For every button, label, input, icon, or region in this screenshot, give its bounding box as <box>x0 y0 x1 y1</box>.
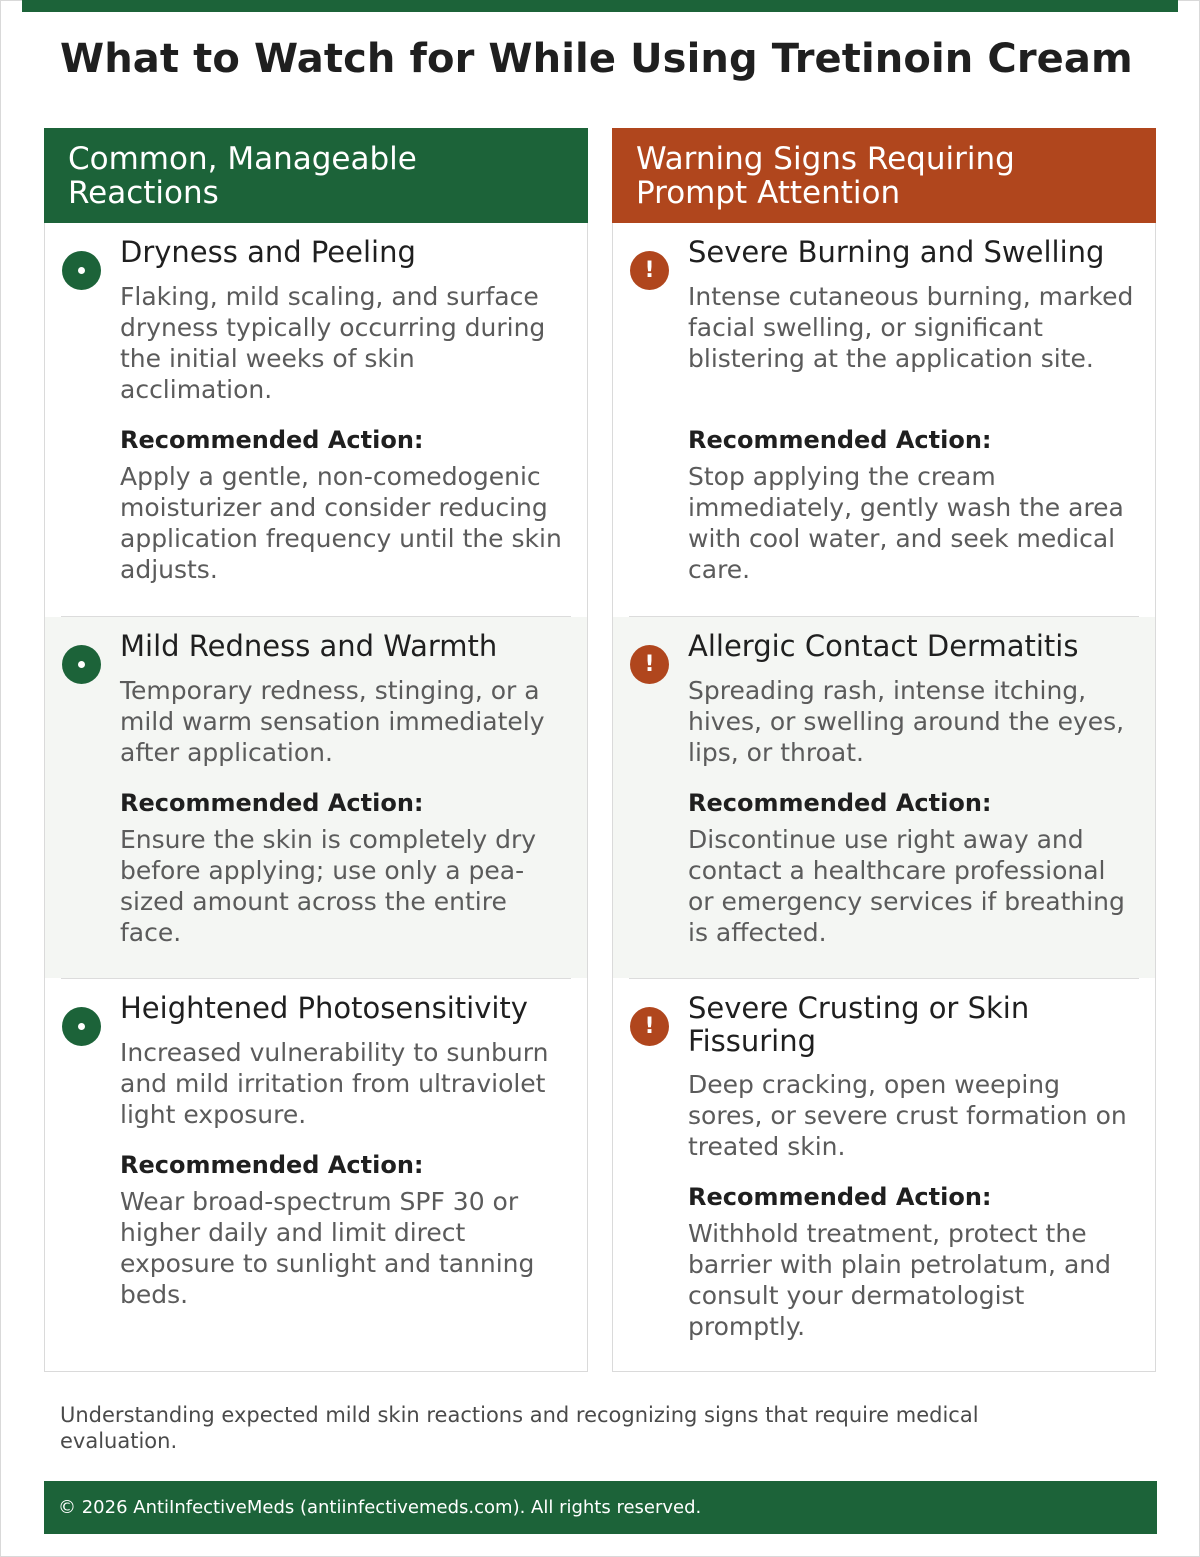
warning-description: Intense cutaneous burning, marked facial swelling, or significant blistering at the application site. <box>688 282 1134 373</box>
caption: Understanding expected mild skin reactions and recognizing signs that require medical evaluation. <box>60 1403 979 1453</box>
recommended-action-text: Withhold treatment, protect the barrier with plain petrolatum, and consult your dermatologist promptly. <box>688 1219 1111 1341</box>
recommended-action-label: Recommended Action: <box>120 426 424 454</box>
warning-card <box>613 223 1155 616</box>
reaction-card <box>45 223 587 616</box>
reaction-card <box>45 979 587 1339</box>
dot-circle-icon <box>62 645 101 684</box>
recommended-action-text: Apply a gentle, non-comedogenic moisturizer and consider reducing application frequency until the skin adjusts. <box>120 462 562 584</box>
page-title: What to Watch for While Using Tretinoin Cream <box>60 36 1133 82</box>
recommended-action-label: Recommended Action: <box>688 1183 992 1211</box>
exclamation-circle-icon: ! <box>630 1007 669 1046</box>
reaction-description: Temporary redness, stinging, or a mild warm sensation immediately after application. <box>120 676 545 767</box>
reaction-description: Flaking, mild scaling, and surface dryness typically occurring during the initial weeks of skin acclimation. <box>120 282 546 404</box>
recommended-action-label: Recommended Action: <box>688 426 992 454</box>
reaction-title: Dryness and Peeling <box>120 235 416 269</box>
common-reactions-column <box>44 128 588 1372</box>
recommended-action-label: Recommended Action: <box>120 1151 424 1179</box>
reaction-title: Heightened Photosensitivity <box>120 991 528 1025</box>
warning-card <box>613 617 1155 978</box>
warning-title: Severe Crusting or Skin Fissuring <box>688 991 1030 1058</box>
warning-description: Spreading rash, intense itching, hives, or swelling around the eyes, lips, or throat. <box>688 676 1125 767</box>
warning-title: Allergic Contact Dermatitis <box>688 629 1079 663</box>
column-heading-warning: Warning Signs Requiring Prompt Attention <box>612 128 1156 223</box>
recommended-action-label: Recommended Action: <box>688 789 992 817</box>
top-accent-bar <box>22 0 1178 12</box>
recommended-action-text: Ensure the skin is completely dry before applying; use only a pea-sized amount across the entire face. <box>120 825 537 947</box>
recommended-action-label: Recommended Action: <box>120 789 424 817</box>
dot-circle-icon <box>62 1007 101 1046</box>
reaction-card <box>45 617 587 978</box>
reaction-description: Increased vulnerability to sunburn and mild irritation from ultraviolet light exposure. <box>120 1038 549 1129</box>
reaction-title: Mild Redness and Warmth <box>120 629 498 663</box>
exclamation-circle-icon: ! <box>630 251 669 290</box>
copyright-footer: © 2026 AntiInfectiveMeds (antiinfectivemeds.com). All rights reserved. <box>44 1481 1157 1534</box>
warning-card <box>613 979 1155 1371</box>
recommended-action-text: Wear broad-spectrum SPF 30 or higher daily and limit direct exposure to sunlight and tanning beds. <box>120 1187 535 1309</box>
warning-signs-column <box>612 128 1156 1372</box>
exclamation-circle-icon: ! <box>630 645 669 684</box>
warning-title: Severe Burning and Swelling <box>688 235 1105 269</box>
recommended-action-text: Stop applying the cream immediately, gently wash the area with cool water, and seek medical care. <box>688 462 1124 584</box>
recommended-action-text: Discontinue use right away and contact a healthcare professional or emergency services if breathing is affected. <box>688 825 1125 947</box>
dot-circle-icon <box>62 251 101 290</box>
column-heading-common: Common, Manageable Reactions <box>44 128 588 223</box>
warning-description: Deep cracking, open weeping sores, or severe crust formation on treated skin. <box>688 1070 1127 1161</box>
